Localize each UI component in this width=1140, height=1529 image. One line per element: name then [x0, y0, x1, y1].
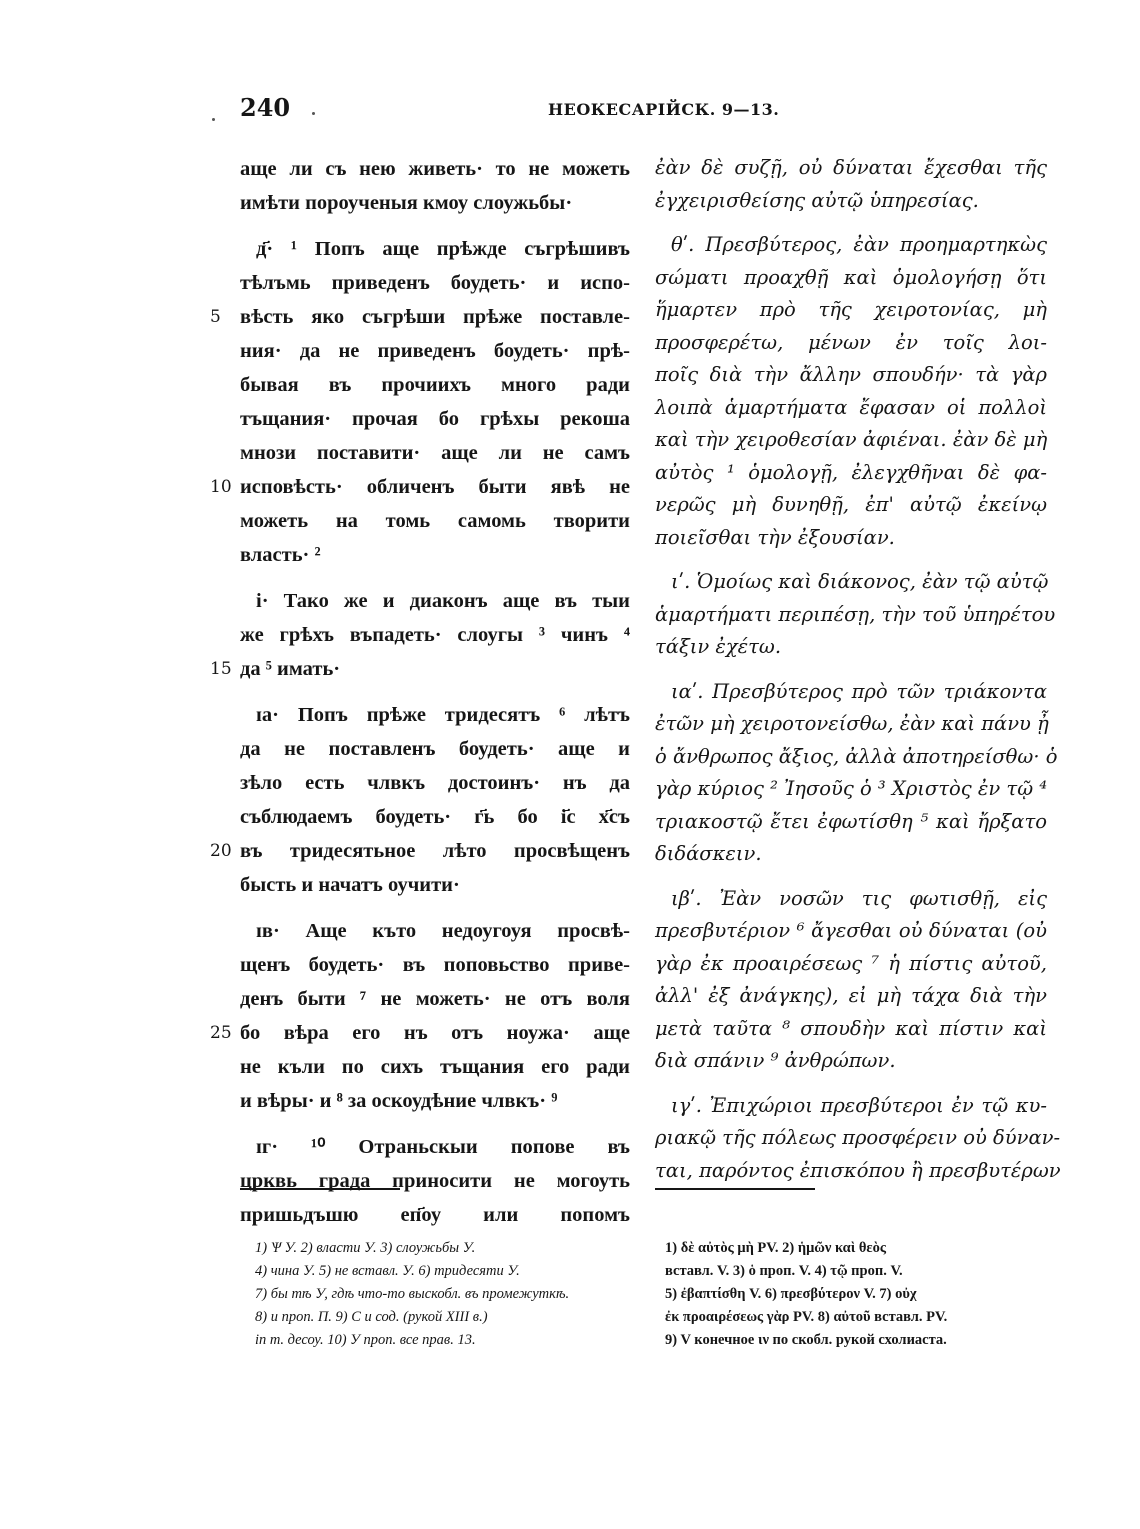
text-line: 25 бо вѣра его нъ отъ ноужа· аще — [240, 1016, 630, 1050]
text-line: ɪа· Попъ прѣже тридесятъ ⁶ лѣтъ — [256, 704, 630, 726]
line-number: 25 — [210, 1023, 232, 1043]
running-head: НЕОКЕСАРIЙСК. 9—13. — [548, 100, 780, 119]
text-line: γὰρ ἐκ προαιρέσεως ⁷ ἡ πίστις αὐτοῦ, — [655, 951, 1047, 975]
text-line: тъщания· прочая бо грѣхы рекоша — [240, 408, 630, 430]
footnote-line: вставл. V. 3) ὁ проп. V. 4) τῷ проп. V. — [665, 1263, 903, 1279]
line-number: 15 — [210, 659, 232, 679]
text-line: ɪг· ¹⁰ Отраньскыи попове въ — [256, 1136, 630, 1158]
text-line: πρεσβυτέριον ⁶ ἄγεσθαι οὐ δύναται (οὐ — [655, 919, 1047, 942]
text-line: д҃· ¹ Попъ аще прѣжде съгрѣшивъ — [256, 238, 630, 260]
text-line: ἐτῶν μὴ χειροτονείσθω, ἐὰν καὶ πάνυ ᾖ — [655, 712, 1049, 735]
footnotes-greek — [665, 1237, 1045, 1352]
line-number: 20 — [210, 841, 232, 861]
text-line: и вѣры· и ⁸ за оскоудѣние члвкъ· ⁹ — [240, 1090, 558, 1112]
text-line: ιʹ. Ὁμοίως καὶ διάκονος, ἐὰν τῷ αὐτῷ — [671, 570, 1049, 593]
slavonic-paragraph — [240, 1130, 630, 1232]
text-line: имѣти пороученыя кмоу слоужьбы· — [240, 192, 573, 214]
text-line: і· Тако же и диаконъ аще въ тыи — [256, 590, 630, 612]
text-line: не къли по сихъ тъщания его ради — [240, 1056, 630, 1078]
slavonic-paragraph — [210, 584, 630, 686]
text-line: щенъ боудеть· въ поповьство приве- — [240, 954, 630, 976]
footnote-divider — [655, 1188, 815, 1190]
text-line: съблюдаемъ боудеть· г҃ь бо і҃с х҃съ — [240, 806, 630, 828]
greek-paragraph — [655, 883, 1047, 1078]
text-line: ния· да не приведенъ боудеть· прѣ- — [240, 340, 630, 362]
text-line: можеть на томь самомь творити — [240, 510, 630, 532]
footnote-divider — [240, 1188, 400, 1190]
line-number: 10 — [210, 477, 232, 497]
text-line: 5 вѣсть яко съгрѣши прѣже поставле- — [240, 300, 630, 334]
text-line: τάξιν ἐχέτω. — [655, 635, 782, 658]
text-line: αὐτὸς ¹ ὁμολογῇ, ἐλεγχθῆναι δὲ φα- — [655, 460, 1047, 484]
footnote-line: 1) Ѱ У. 2) власти У. 3) слоужьбы У. — [255, 1240, 476, 1256]
text-line: црквь града приносити не могоуть — [240, 1170, 630, 1192]
text-line: аще ли съ нею живеть· то не можеть — [240, 158, 630, 180]
slavonic-paragraph — [210, 698, 630, 902]
footnote-line: ἐκ προαιρέσεως γὰρ PV. 8) αὐτοῦ вставл. PV. — [665, 1309, 948, 1325]
text-line: νερῶς μὴ δυνηθῇ, ἐπ' αὐτῷ ἐκείνῳ — [655, 493, 1047, 516]
text-line: тѣлъмь приведенъ боудеть· и испо- — [240, 272, 630, 294]
footnote-line: 8) и проп. П. 9) С и сод. (рукой XIII в.) — [255, 1309, 488, 1325]
text-line: да не поставленъ боудеть· аще и — [240, 738, 630, 760]
text-line: 10 исповѣсть· обличенъ быти явѣ не — [240, 470, 630, 504]
text-line: ἀλλ' ἐξ ἀνάγκης), εἰ μὴ τάχα διὰ τὴν — [655, 984, 1047, 1007]
greek-paragraph — [655, 676, 1058, 871]
text-line: μετὰ ταῦτα ⁸ σπουδὴν καὶ πίστιν καὶ — [655, 1016, 1047, 1040]
text-line: καὶ τὴν χειροθεσίαν ἀφιέναι. ἐὰν δὲ μὴ — [655, 428, 1048, 451]
text-line: ται, παρόντος ἐπισκόπου ἢ πρεσβυτέρων — [655, 1158, 1061, 1182]
text-line: же грѣхъ въпадеть· слоугы ³ чинъ ⁴ — [240, 624, 630, 646]
text-line: зѣло есть члвкъ достоинъ· нъ да — [240, 772, 630, 794]
text-line: ιαʹ. Πρεσβύτερος πρὸ τῶν τριάκοντα — [671, 679, 1047, 703]
text-line: ἐὰν δὲ συζῇ, οὐ δύναται ἔχεσθαι τῆς — [655, 156, 1047, 179]
text-line: ὁ ἄνθρωπος ἄξιος, ἀλλὰ ἀποτηρείσθω· ὁ — [655, 744, 1058, 768]
slavonic-column — [210, 152, 630, 1244]
footnote-line: 4) чина У. 5) не вставл. У. 6) тридесяти У. — [255, 1263, 520, 1279]
footnote-line: in m. десоу. 10) У проп. все прав. 13. — [255, 1332, 476, 1348]
text-line: διὰ σπάνιν ⁹ ἀνθρώπων. — [655, 1049, 896, 1072]
text-line: τριακοστῷ ἔτει ἐφωτίσθη ⁵ καὶ ἤρξατο — [655, 809, 1047, 833]
page-number: 240 — [240, 93, 291, 122]
text-line: λοιπὰ ἁμαρτήματα ἔφασαν οἱ πολλοὶ — [655, 395, 1047, 419]
greek-paragraph — [655, 566, 1056, 664]
greek-column — [655, 152, 1061, 1199]
text-line: ποῖς διὰ τὴν ἄλλην σπουδήν· τὰ γὰρ — [655, 363, 1047, 386]
slavonic-paragraph — [210, 232, 630, 572]
text-line: ɪв· Аще къто недоугоуя просвѣ- — [256, 920, 630, 942]
slavonic-paragraph — [240, 152, 630, 220]
text-line: бысть и начатъ оучити· — [240, 874, 460, 896]
footnote-line: 7) бы тѣ У, гдѣ что-то выскобл. въ промежуткѣ. — [255, 1286, 570, 1302]
text-line: мнози поставити· аще ли не самъ — [240, 442, 630, 464]
text-line: ριακῷ τῆς πόλεως προσφέρειν οὐ δύναν- — [655, 1126, 1061, 1149]
text-line: ποιεῖσθαι τὴν ἐξουσίαν. — [655, 525, 895, 549]
text-line: ἁμαρτήματι περιπέσῃ, τὴν τοῦ ὑπηρέτου — [655, 602, 1056, 626]
slavonic-paragraph — [210, 914, 630, 1118]
text-line: θʹ. Πρεσβύτερος, ἐὰν προημαρτηκὼς — [671, 233, 1047, 256]
footnote-line: 9) V конечное ιν по скобл. рукой схолиаста. — [665, 1332, 947, 1348]
text-line: денъ быти ⁷ не можеть· не отъ воля — [240, 988, 630, 1010]
greek-paragraph — [655, 152, 1047, 217]
text-line: ἐγχειρισθείσης αὐτῷ ὑπηρεσίας. — [655, 188, 979, 212]
line-number: 5 — [210, 307, 221, 327]
text-line: 15 да ⁵ имать· — [240, 652, 630, 686]
footnote-line: 5) ἐβαπτίσθη V. 6) πρεσβύτερον V. 7) οὐχ — [665, 1286, 917, 1302]
text-line: ἥμαρτεν πρὸ τῆς χειροτονίας, μὴ — [655, 298, 1047, 321]
text-line: власть· ² — [240, 544, 321, 566]
speck-mark — [312, 112, 315, 115]
text-line: пришьдъшю еп҃оу или попомъ — [240, 1204, 630, 1226]
text-line: ιβʹ. Ἐὰν νοσῶν τις φωτισθῇ, εἰς — [671, 886, 1047, 910]
text-line: ιγʹ. Ἐπιχώριοι πρεσβύτεροι ἐν τῷ κυ- — [671, 1093, 1047, 1117]
text-line: διδάσκειν. — [655, 842, 762, 865]
greek-paragraph — [655, 229, 1047, 554]
footnote-line: 1) δὲ αὐτὸς μὴ PV. 2) ἡμῶν καὶ θεὸς — [665, 1240, 886, 1256]
speck-mark — [212, 118, 215, 121]
text-line: бывая въ прочиихъ много ради — [240, 374, 630, 396]
text-line: προσφερέτω, μένων ἐν τοῖς λοι- — [655, 330, 1047, 354]
greek-paragraph — [655, 1090, 1061, 1188]
footnotes-slavonic — [255, 1237, 627, 1352]
text-line: 20 въ тридесятьное лѣто просвѣщенъ — [240, 834, 630, 868]
text-line: γὰρ κύριος ² Ἰησοῦς ὁ ³ Χριστὸς ἐν τῷ ⁴ — [655, 777, 1048, 800]
text-line: σώματι προαχθῇ καὶ ὁμολογήσῃ ὅτι — [655, 265, 1047, 289]
